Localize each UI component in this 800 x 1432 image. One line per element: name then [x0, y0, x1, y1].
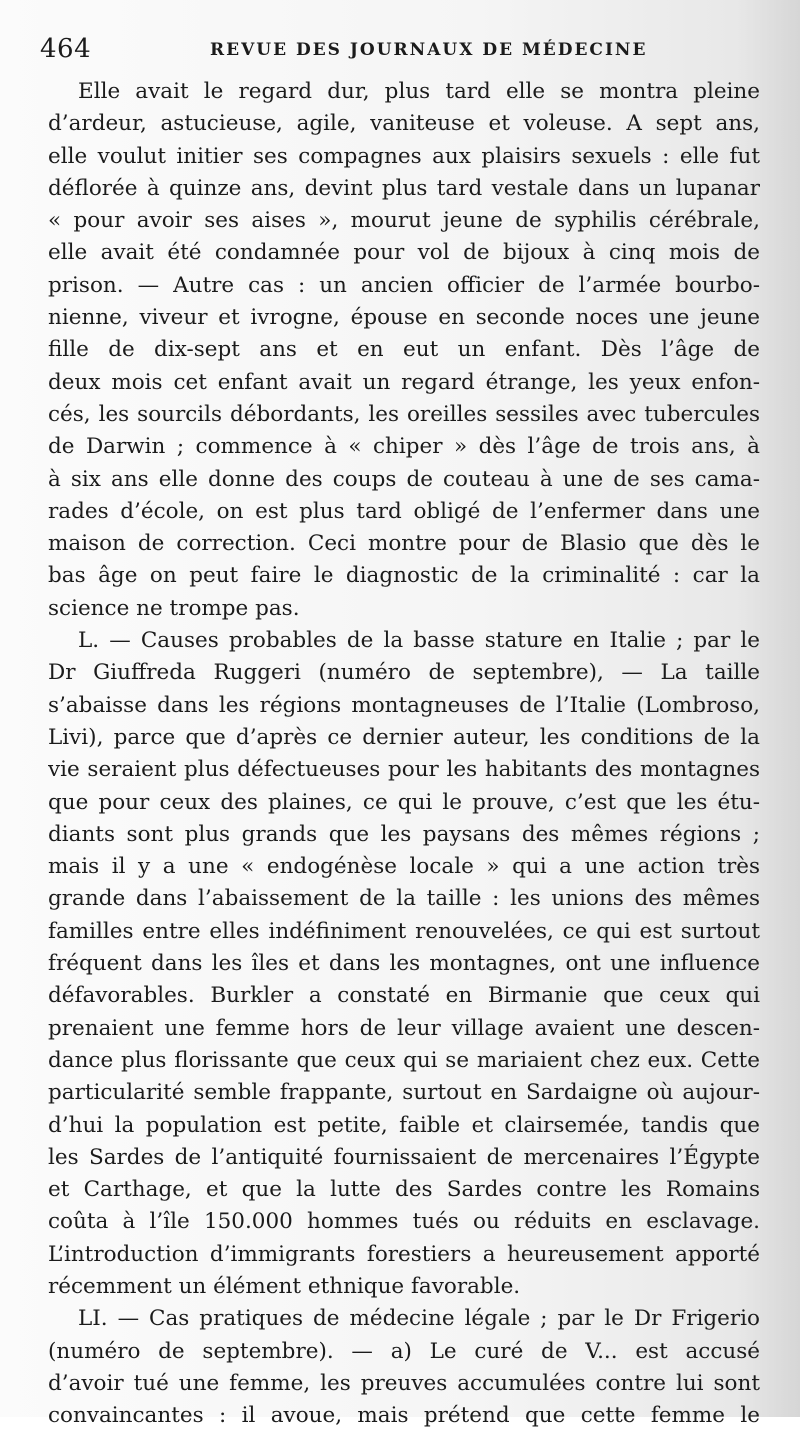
text-line: prenaient une femme hors de leur village avaient une descen- [48, 1015, 760, 1041]
text-line: (numéro de septembre). — a) Le curé de V... est accusé [48, 1338, 760, 1364]
text-line: L’introduction d’immigrants forestiers a heureusement apporté [48, 1241, 760, 1267]
text-line: déflorée à quinze ans, devint plus tard vestale dans un lupanar [48, 175, 760, 201]
text-line: nienne, viveur et ivrogne, épouse en seconde noces une jeune [48, 305, 760, 331]
text-line: fréquent dans les îles et dans les montagnes, ont une influence [48, 951, 760, 977]
text-line: prison. — Autre cas : un ancien officier de l’armée bourbo- [48, 272, 760, 298]
text-line: grande dans l’abaissement de la taille : les unions des mêmes [48, 886, 760, 912]
text-line: que pour ceux des plaines, ce qui le prouve, c’est que les étu- [48, 789, 760, 815]
text-line: d’ardeur, astucieuse, agile, vaniteuse et voleuse. A sept ans, [48, 111, 760, 137]
text-line: Elle avait le regard dur, plus tard elle se montra pleine [78, 79, 760, 104]
text-line: diants sont plus grands que les paysans des mêmes régions ; [48, 821, 760, 847]
text-line: bas âge on peut faire le diagnostic de la criminalité : car la [48, 563, 760, 589]
text-line: récemment un élément ethnique favorable. [48, 1273, 521, 1299]
page-number: 464 [40, 34, 92, 64]
text-line: fille de dix-sept ans et en eut un enfant. Dès l’âge de [48, 337, 760, 363]
text-line: familles entre elles indéfiniment renouvelées, ce qui est surtout [48, 918, 760, 944]
body-text [48, 76, 760, 1432]
text-line: deux mois cet enfant avait un regard étrange, les yeux enfon- [48, 369, 760, 395]
text-line: Dr Giuffreda Ruggeri (numéro de septembre), — La taille [48, 660, 760, 686]
text-line: défavorables. Burkler a constaté en Birmanie que ceux qui [48, 983, 760, 1009]
text-line: dance plus florissante que ceux qui se mariaient chez eux. Cette [48, 1047, 760, 1073]
text-line: particularité semble frappante, surtout en Sardaigne où aujour- [48, 1080, 760, 1106]
text-line: Livi), parce que d’après ce dernier auteur, les conditions de la [48, 724, 760, 750]
text-line: convaincantes : il avoue, mais prétend que cette femme le [48, 1403, 760, 1429]
text-line: maison de correction. Ceci montre pour de Blasio que dès le [48, 531, 760, 557]
text-line: « pour avoir ses aises », mourut jeune de syphilis cérébrale, [48, 208, 760, 234]
text-line: les Sardes de l’antiquité fournissaient de mercenaires l’Égypte [48, 1144, 760, 1170]
text-line: et Carthage, et que la lutte des Sardes contre les Romains [48, 1177, 760, 1203]
text-line: de Darwin ; commence à « chiper » dès l’âge de trois ans, à [48, 434, 760, 460]
text-line: rades d’école, on est plus tard obligé de l’enfermer dans une [48, 498, 760, 524]
text-line: cés, les sourcils débordants, les oreilles sessiles avec tubercules [48, 401, 760, 427]
running-title: REVUE DES JOURNAUX DE MÉDECINE [210, 40, 648, 60]
text-line: à six ans elle donne des coups de couteau à une de ses cama- [48, 466, 760, 492]
text-line: s’abaisse dans les régions montagneuses de l’Italie (Lombroso, [48, 692, 760, 718]
text-line: d’avoir tué une femme, les preuves accumulées contre lui sont [48, 1370, 760, 1396]
text-line: coûta à l’île 150.000 hommes tués ou réduits en esclavage. [48, 1209, 760, 1235]
page-header [40, 34, 760, 74]
text-line: elle voulut initier ses compagnes aux plaisirs sexuels : elle fut [48, 143, 760, 169]
text-line: LI. — Cas pratiques de médecine légale ; par le Dr Frigerio [78, 1306, 760, 1332]
text-line: L. — Causes probables de la basse stature en Italie ; par le [78, 628, 760, 654]
text-line: elle avait été condamnée pour vol de bijoux à cinq mois de [48, 240, 760, 266]
text-line: mais il y a une « endogénèse locale » qui a une action très [48, 854, 760, 880]
text-line: d’hui la population est petite, faible et clairsemée, tandis que [48, 1112, 760, 1138]
text-line: vie seraient plus défectueuses pour les habitants des montagnes [48, 757, 760, 783]
text-line: science ne trompe pas. [48, 595, 300, 621]
